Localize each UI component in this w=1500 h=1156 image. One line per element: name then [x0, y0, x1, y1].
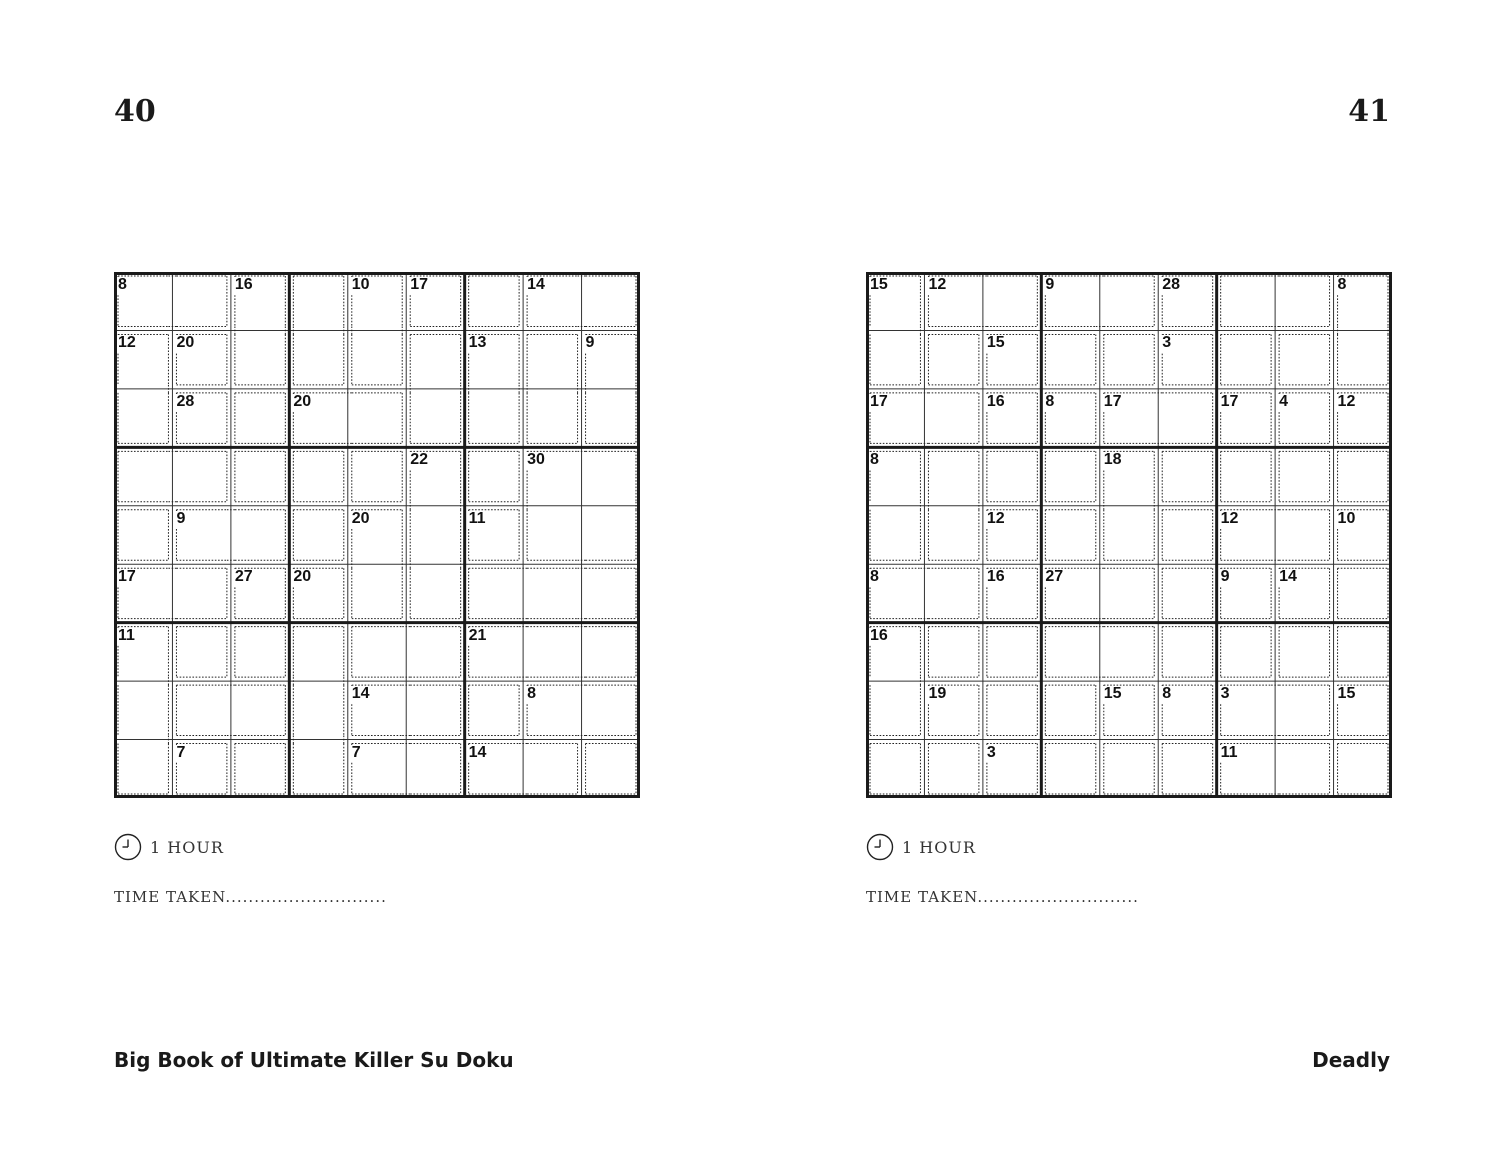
- cage-sum: 9: [1220, 568, 1230, 586]
- cage-sum: 14: [1279, 568, 1297, 586]
- cage-sum: 3: [1162, 334, 1172, 352]
- cage-sum: 15: [870, 276, 888, 293]
- cage-sum: 8: [118, 276, 127, 293]
- cage-sum: 3: [986, 743, 996, 761]
- cage-sum: 16: [870, 626, 888, 644]
- cage-sum: 12: [1220, 509, 1239, 527]
- cage-sum: 20: [293, 392, 312, 410]
- time-limit-left: [114, 832, 224, 862]
- cage-sum: 12: [118, 334, 136, 352]
- time-taken-blank: ............................: [225, 888, 387, 906]
- cage-sum: 8: [870, 568, 879, 586]
- cage-sum: 3: [1220, 685, 1230, 703]
- cage-sum: 20: [351, 509, 370, 527]
- cage-sum: 16: [234, 276, 253, 293]
- cage-sum: 8: [1337, 276, 1347, 293]
- cage-sum: 8: [1162, 685, 1172, 703]
- cage-sum: 7: [351, 743, 361, 761]
- cage-sum: 21: [468, 626, 487, 644]
- cage-sum: 8: [527, 685, 537, 703]
- cage-sum: 15: [986, 334, 1005, 352]
- cage-clues-left: [114, 272, 640, 798]
- cage-sum: 13: [468, 334, 487, 352]
- cage-sum: 17: [1103, 392, 1122, 410]
- cage-sum: 9: [176, 509, 186, 527]
- cage-sum: 14: [351, 685, 370, 703]
- cage-sum: 9: [1045, 276, 1055, 293]
- clock-icon: [866, 833, 894, 861]
- clock-icon: [114, 833, 142, 861]
- page-number-left: 40: [114, 94, 156, 129]
- cage-sum: 10: [351, 276, 370, 293]
- cage-sum: 9: [585, 334, 595, 352]
- time-taken-left: [114, 888, 387, 906]
- cage-sum: 28: [176, 392, 195, 410]
- time-limit-label: 1 HOUR: [902, 837, 976, 857]
- cage-sum: 27: [1045, 568, 1064, 586]
- cage-sum: 7: [176, 743, 186, 761]
- cage-sum: 30: [527, 451, 545, 469]
- time-taken-blank: ............................: [977, 888, 1139, 906]
- cage-sum: 4: [1279, 392, 1289, 410]
- cage-sum: 18: [1103, 451, 1122, 469]
- killer-sudoku-grid-left[interactable]: [114, 272, 640, 798]
- cage-sum: 12: [986, 509, 1005, 527]
- cage-sum: 8: [1045, 392, 1055, 410]
- cage-sum: 8: [870, 451, 879, 469]
- cage-sum: 17: [410, 276, 429, 293]
- cage-sum: 10: [1337, 509, 1356, 527]
- cage-sum: 22: [410, 451, 429, 469]
- difficulty-footer: Deadly: [1312, 1048, 1390, 1072]
- page-number-right: 41: [1348, 94, 1390, 129]
- cage-sum: 15: [1103, 685, 1122, 703]
- cage-sum: 28: [1162, 276, 1181, 293]
- cage-sum: 17: [870, 392, 888, 410]
- cage-sum: 14: [527, 276, 545, 293]
- cage-sum: 11: [1220, 743, 1238, 761]
- time-taken-label: TIME TAKEN: [866, 888, 978, 906]
- cage-sum: 20: [176, 334, 195, 352]
- cage-sum: 11: [118, 626, 135, 644]
- cage-sum: 12: [1337, 392, 1356, 410]
- time-limit-right: [866, 832, 976, 862]
- book-title-footer: Big Book of Ultimate Killer Su Doku: [114, 1048, 514, 1072]
- killer-sudoku-grid-right[interactable]: [866, 272, 1392, 798]
- cage-sum: 12: [928, 276, 947, 293]
- cage-sum: 14: [468, 743, 487, 761]
- cage-clues-right: [866, 272, 1392, 798]
- time-limit-label: 1 HOUR: [150, 837, 224, 857]
- cage-sum: 27: [234, 568, 253, 586]
- cage-sum: 16: [986, 392, 1005, 410]
- cage-sum: 19: [928, 685, 947, 703]
- cage-sum: 16: [986, 568, 1005, 586]
- cage-sum: 11: [468, 509, 486, 527]
- cage-sum: 15: [1337, 685, 1356, 703]
- cage-sum: 20: [293, 568, 312, 586]
- time-taken-right: [866, 888, 1139, 906]
- cage-sum: 17: [1220, 392, 1239, 410]
- time-taken-label: TIME TAKEN: [114, 888, 226, 906]
- cage-sum: 17: [118, 568, 136, 586]
